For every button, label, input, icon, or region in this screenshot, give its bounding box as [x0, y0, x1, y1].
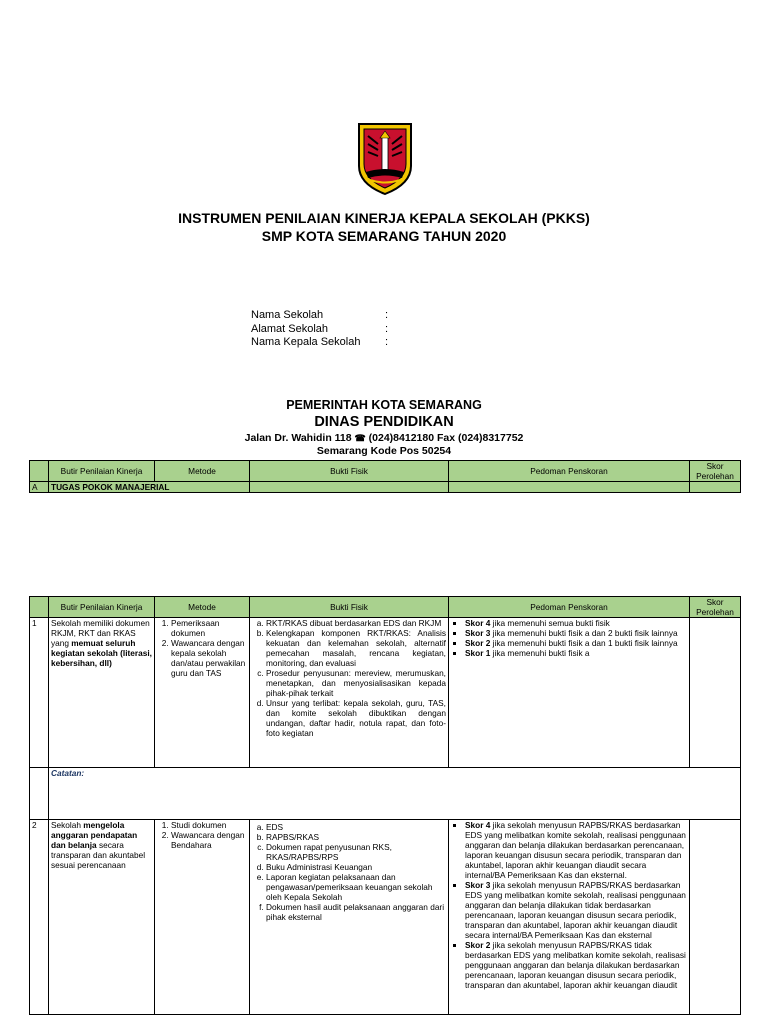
letterhead-address — [0, 431, 768, 445]
letterhead-postal: Semarang Kode Pos 50254 — [316, 445, 452, 457]
bukti-cell — [250, 618, 449, 768]
bukti-item: b. Kelengkapan komponen RKT/RKAS: Analisis kekuatan dan kelemahan sekolah, alternatif pemecahan masalah, rencana kegiatan, monitoring, dan evaluasi — [266, 628, 446, 668]
pedoman-item: ▪ Skor 3 jika memenuhi bukti fisik a dan 2 bukti fisik lainnya — [465, 628, 687, 638]
catatan-cell — [49, 768, 741, 820]
row-number: 1 — [30, 618, 49, 768]
catatan-row — [30, 768, 741, 820]
address-street: Jalan Dr. Wahidin 118 — [244, 432, 355, 444]
bukti-item: d. Buku Administrasi Keuangan — [266, 862, 446, 872]
pedoman-item: ▪ Skor 1 jika memenuhi bukti fisik a — [465, 648, 687, 658]
pedoman-item: ▪ Skor 4 jika memenuhi semua bukti fisik — [465, 618, 687, 628]
section-number: A — [30, 482, 49, 493]
table-row — [30, 618, 741, 768]
bukti-item: a. EDS — [266, 822, 446, 832]
table-row — [30, 820, 741, 1015]
skor-cell — [690, 820, 741, 1015]
butir-text-bold: mengelola anggaran pendapatan dan belanja — [51, 820, 138, 850]
section-row — [30, 482, 741, 493]
catatan-label: Catatan: — [51, 768, 85, 778]
assessment-table-header — [29, 460, 741, 493]
city-emblem-logo — [356, 122, 414, 196]
pedoman-cell — [449, 618, 690, 768]
col-no — [30, 597, 49, 618]
col-pedoman: Pedoman Penskoran — [449, 461, 690, 482]
butir-text: Sekolah — [51, 820, 84, 830]
phone-icon: ☎ — [354, 433, 366, 443]
butir-text: Sekolah memiliki dokumen RKJM, RKT dan RKAS yang — [51, 618, 150, 648]
col-butir: Butir Penilaian Kinerja — [49, 461, 155, 482]
field-colon: : — [385, 336, 389, 348]
field-label: Nama Sekolah — [251, 309, 324, 321]
address-phone-fax: (024)8412180 Fax (024)8317752 — [365, 432, 524, 444]
pedoman-item: ▪ Skor 3 jika sekolah menyusun RAPBS/RKAS berdasarkan EDS yang melibatkan komite sekolah, realisasi penggunaan anggaran dan belanja dilakukan tidak berdasarkan perencanaan, laporan keuangan disusun secara periodik, transparan dan akuntabel, laporan akhir keuangan diaudit secara internal/BA Pemeriksaan Kas dan eksternal — [465, 880, 687, 940]
document-title-line2: SMP KOTA SEMARANG TAHUN 2020 — [261, 228, 507, 244]
field-label: Nama Kepala Sekolah — [251, 336, 361, 348]
butir-cell — [49, 820, 155, 1015]
col-skor: Skor Perolehan — [690, 461, 741, 482]
bukti-item: d. Unsur yang terlibat: kepala sekolah, guru, TAS, dan komite sekolah dibuktikan dengan undangan, daftar hadir, notula rapat, dan foto-foto kegiatan — [266, 698, 446, 738]
field-colon: : — [385, 309, 389, 321]
metode-item: 2. Wawancara dengan Bendahara — [171, 830, 247, 850]
col-bukti: Bukti Fisik — [250, 461, 449, 482]
metode-item: 1. Pemeriksaan dokumen — [171, 618, 247, 638]
pedoman-cell — [449, 820, 690, 1015]
bukti-item: c. Prosedur penyusunan: mereview, merumuskan, menetapkan, dan menyosialisasikan kepada pihak-pihak terkait — [266, 668, 446, 698]
bukti-item: f. Dokumen hasil audit pelaksanaan anggaran dari pihak eksternal — [266, 902, 446, 922]
butir-text-bold: memuat seluruh kegiatan sekolah (literasi, kebersihan, dll) — [51, 638, 152, 668]
section-title: TUGAS POKOK MANAJERIAL — [49, 482, 250, 493]
field-label: Alamat Sekolah — [251, 322, 329, 335]
pedoman-item: ▪ Skor 4 jika sekolah menyusun RAPBS/RKAS berdasarkan EDS yang melibatkan komite sekolah, realisasi penggunaan anggaran dan belanja dilakukan berdasarkan perencanaan, laporan keuangan disusun secara periodik, transparan dan akuntabel, laporan akhir keuangan diaudit secara internal/BA Pemeriksaan Kas dan eksternal. — [465, 820, 687, 880]
col-metode: Metode — [155, 461, 250, 482]
pedoman-item: ▪ Skor 2 jika sekolah menyusun RAPBS/RKAS tidak berdasarkan EDS yang melibatkan komite sekolah, realisasi penggunaan anggaran dan belanja dilakukan berdasarkan perencanaan, laporan keuangan disusun secara periodik, transparan dan akuntabel, laporan akhir keuangan diaudit — [465, 940, 687, 990]
bukti-item: a. RKT/RKAS dibuat berdasarkan EDS dan RKJM — [266, 618, 446, 628]
document-title-line1: INSTRUMEN PENILAIAN KINERJA KEPALA SEKOLAH (PKKS) — [178, 210, 590, 226]
field-alamat-sekolah — [251, 322, 389, 337]
bukti-item: e. Laporan kegiatan pelaksanaan dan pengawasan/pemeriksaan keuangan sekolah oleh Kepala Sekolah — [266, 872, 446, 902]
col-bukti: Bukti Fisik — [250, 597, 449, 618]
metode-item: 1. Studi dokumen — [171, 820, 247, 830]
metode-item: 2. Wawancara dengan kepala sekolah dan/atau perwakilan guru dan TAS — [171, 638, 247, 678]
col-no — [30, 461, 49, 482]
field-colon: : — [385, 322, 389, 335]
butir-cell — [49, 618, 155, 768]
letterhead-agency: DINAS PENDIDIKAN — [314, 414, 454, 430]
bukti-item: b. RAPBS/RKAS — [266, 832, 446, 842]
butir-text: secara transparan dan akuntabel sesuai perencanaan — [51, 840, 146, 870]
col-skor: Skor Perolehan — [690, 597, 741, 618]
field-nama-kepala-sekolah — [251, 336, 389, 350]
row-number: 2 — [30, 820, 49, 1015]
col-metode: Metode — [155, 597, 250, 618]
assessment-table-body — [29, 596, 741, 1015]
pedoman-item: ▪ Skor 2 jika memenuhi bukti fisik a dan 1 bukti fisik lainnya — [465, 638, 687, 648]
letterhead-government: PEMERINTAH KOTA SEMARANG — [286, 398, 482, 412]
bukti-cell — [250, 820, 449, 1015]
metode-cell — [155, 820, 250, 1015]
skor-cell — [690, 618, 741, 768]
col-pedoman: Pedoman Penskoran — [449, 597, 690, 618]
metode-cell — [155, 618, 250, 768]
school-info-fields — [251, 309, 389, 350]
col-butir: Butir Penilaian Kinerja — [49, 597, 155, 618]
field-nama-sekolah — [251, 309, 389, 323]
bukti-item: c. Dokumen rapat penyusunan RKS, RKAS/RAPBS/RPS — [266, 842, 446, 862]
